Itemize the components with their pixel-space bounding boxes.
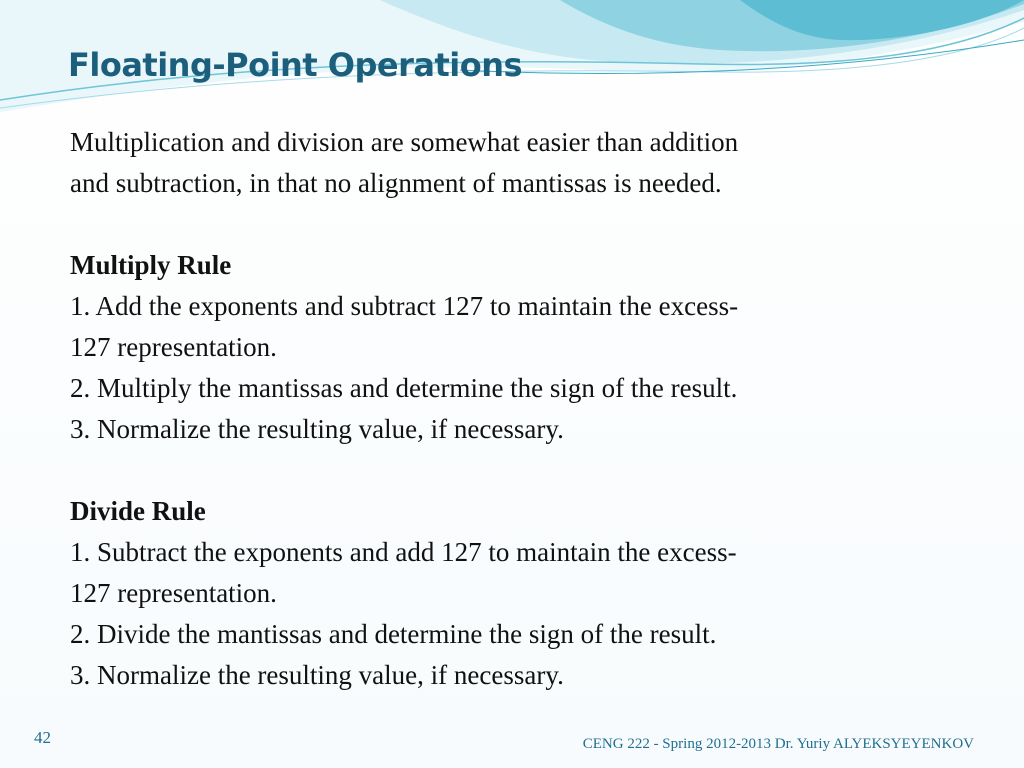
divide-rule-line: 127 representation. — [70, 578, 277, 608]
multiply-rule-line: 2. Multiply the mantissas and determine the sign of the result. — [70, 373, 738, 403]
divide-rule-line: 2. Divide the mantissas and determine the sign of the result. — [70, 619, 717, 649]
paragraph-gap — [70, 450, 970, 491]
footer-course-info: CENG 222 - Spring 2012-2013 Dr. Yuriy ALYEKSYEYENKOV — [582, 736, 974, 752]
intro-line: Multiplication and division are somewhat easier than addition — [70, 127, 739, 157]
multiply-rule-heading: Multiply Rule — [70, 250, 232, 280]
divide-rule-line: 1. Subtract the exponents and add 127 to maintain the excess- — [70, 537, 737, 567]
page-number: 42 — [34, 728, 51, 747]
slide-body — [70, 122, 970, 696]
slide-title: Floating-Point Operations — [68, 46, 523, 84]
multiply-rule-line: 1. Add the exponents and subtract 127 to maintain the excess- — [70, 291, 739, 321]
paragraph-gap — [70, 204, 970, 245]
multiply-rule-line: 127 representation. — [70, 332, 277, 362]
multiply-rule-line: 3. Normalize the resulting value, if necessary. — [70, 414, 564, 444]
intro-line: and subtraction, in that no alignment of mantissas is needed. — [70, 168, 722, 198]
divide-rule-line: 3. Normalize the resulting value, if necessary. — [70, 660, 564, 690]
divide-rule-heading: Divide Rule — [70, 496, 206, 526]
